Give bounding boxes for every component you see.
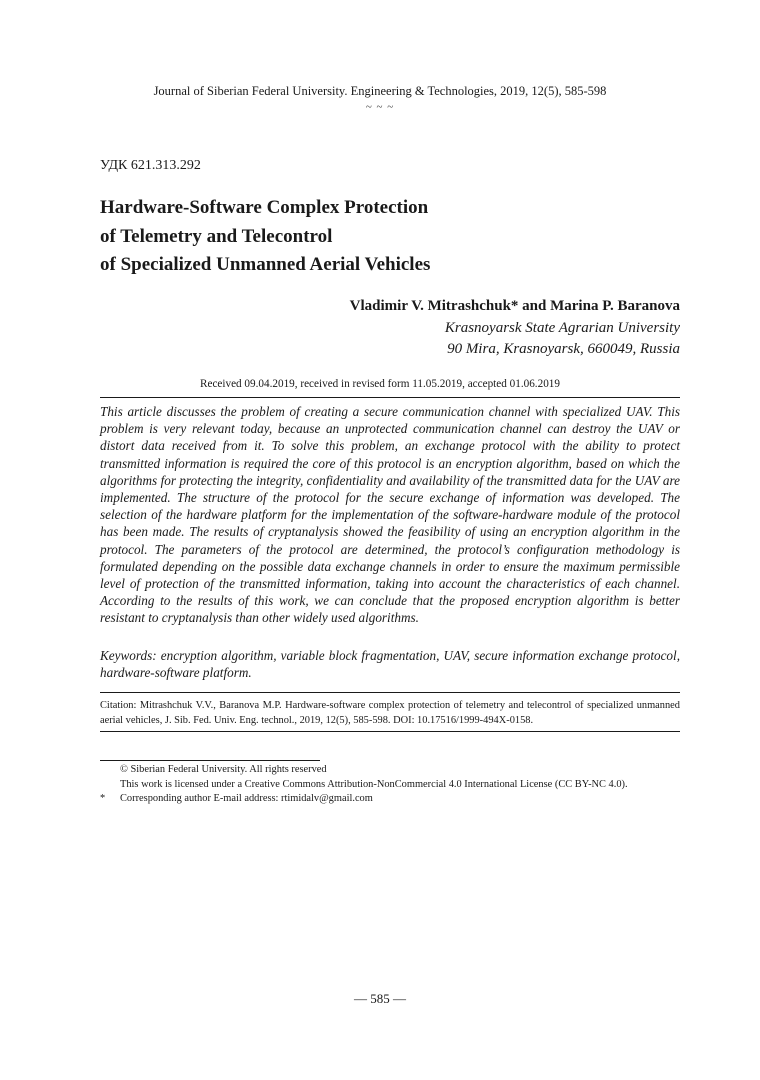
title-line: Hardware-Software Complex Protection xyxy=(100,197,429,218)
abstract-top-rule xyxy=(100,397,680,398)
author-names: Vladimir V. Mitrashchuk* and Marina P. Baranova xyxy=(349,298,680,314)
citation-top-rule xyxy=(100,692,680,693)
footnote-divider xyxy=(100,760,320,761)
keywords-text: Keywords: encryption algorithm, variable block fragmentation, UAV, secure information exchange protocol, hardware-software platform. xyxy=(100,648,680,681)
license-text: This work is licensed under a Creative Commons Attribution-NonCommercial 4.0 International License (CC BY-NC 4.0). xyxy=(120,778,628,790)
author-address: 90 Mira, Krasnoyarsk, 660049, Russia xyxy=(447,341,680,357)
corresponding-email: Corresponding author E-mail address: rtimidalv@gmail.com xyxy=(120,793,373,804)
page-number: — 585 — xyxy=(354,991,406,1006)
citation-bottom-rule xyxy=(100,731,680,732)
corresponding-note xyxy=(100,792,700,807)
author-affiliation: Krasnoyarsk State Agrarian University xyxy=(444,319,680,336)
paper-title xyxy=(100,194,660,280)
copyright-text: © Siberian Federal University. All rights reserved xyxy=(120,764,327,775)
footnotes xyxy=(100,763,700,807)
title-line: of Specialized Unmanned Aerial Vehicles xyxy=(100,254,431,275)
author-block xyxy=(350,296,680,361)
license-note xyxy=(100,778,700,793)
journal-header: Journal of Siberian Federal University. Engineering & Technologies, 2019, 12(5), 585-598 xyxy=(153,84,607,98)
footnote-asterisk: * xyxy=(100,793,106,804)
header-separator: ~ ~ ~ xyxy=(365,101,395,113)
title-line: of Telemetry and Telecontrol xyxy=(100,225,333,247)
abstract-text: This article discusses the problem of creating a secure communication channel with specialized UAV. This problem is very relevant today, because an unprotected communication channel can destroy the UAV or distort data received from it. To solve this problem, an exchange protocol with the ability to protect transmitted information is required the core of this protocol is an encryption algorithm, based on which the algorithms for protecting the integrity, confidentiality and availability of the transmitted data for the UAV are implemented. The structure of the protocol for the secure exchange of information was developed. The selection of the hardware platform for the implementation of the software-hardware module of the protocol has been made. The results of cryptanalysis showed the feasibility of using an encryption algorithm in the protocol. The parameters of the protocol are determined, the protocol’s configuration methodology is formulated depending on the possible data exchange channels in order to ensure the maximum permissible level of protection of the transmitted information, taking into account the characteristics of each channel. According to the results of this work, we can conclude that the proposed encryption algorithm is better resistant to cryptanalysis than other widely used algorithms. xyxy=(100,404,680,626)
received-dates: Received 09.04.2019, received in revised form 11.05.2019, accepted 01.06.2019 xyxy=(200,378,560,390)
udk-code: УДК 621.313.292 xyxy=(100,158,201,173)
citation-text: Citation: Mitrashchuk V.V., Baranova M.P. Hardware-software complex protection of telemetry and telecontrol of specialized unmanned aerial vehicles, J. Sib. Fed. Univ. Eng. technol., 2019, 12(5), 585-598. DOI: 10.17516/1999-494X-0158. xyxy=(100,700,680,726)
copyright-note xyxy=(100,763,700,778)
